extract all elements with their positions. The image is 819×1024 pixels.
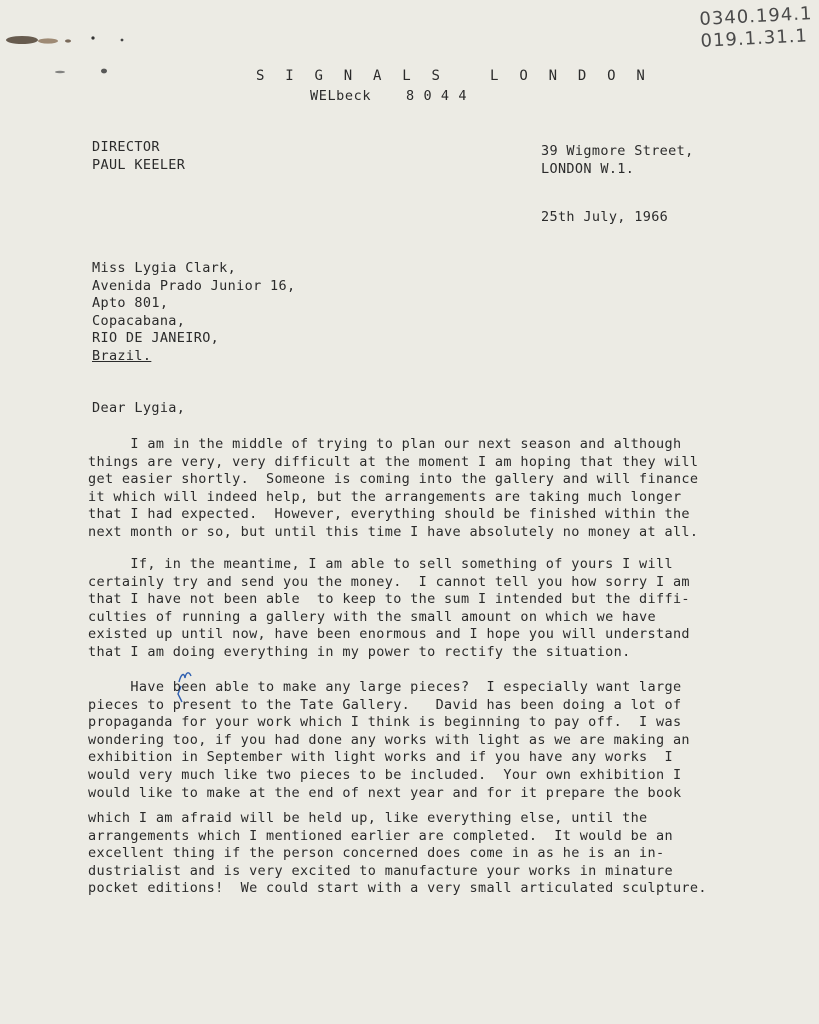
text-line: that I am doing everything in my power to rectify the situation. xyxy=(88,643,631,660)
recipient-country: Brazil. xyxy=(92,347,152,364)
salutation: Dear Lygia, xyxy=(92,400,186,416)
text-line: propaganda for your work which I think is beginning to pay off. I was xyxy=(88,714,682,731)
text-line: would very much like two pieces to be included. Your own exhibition I xyxy=(88,766,682,783)
text-line: existed up until now, have been enormous and I hope you will understand xyxy=(88,626,690,643)
text-line: next month or so, but until this time I have absolutely no money at all. xyxy=(88,523,699,540)
text-line: I am in the middle of trying to plan our next season and although xyxy=(88,436,682,452)
director-block xyxy=(92,139,185,174)
text-line: Have been able to make any large pieces? I especially want large xyxy=(88,679,682,695)
text-line: get easier shortly. Someone is coming into the gallery and will finance xyxy=(88,471,699,488)
text-line: dustrialist and is very excited to manufacture your works in minature xyxy=(88,862,673,879)
text-line: excellent thing if the person concerned does come in as he is an in- xyxy=(88,845,665,862)
body-paragraph-1 xyxy=(88,436,748,542)
text-line: wondering too, if you had done any works with light as we are making an xyxy=(88,731,690,748)
text-line: it which will indeed help, but the arrangements are taking much longer xyxy=(88,488,682,505)
archive-number xyxy=(699,3,814,53)
text-line: pocket editions! We could start with a very small articulated sculpture. xyxy=(88,880,707,897)
text-line: things are very, very difficult at the moment I am hoping that they will xyxy=(88,453,699,470)
recipient-line: Apto 801, xyxy=(92,295,169,311)
text-line: that I have not been able to keep to the sum I intended but the diffi- xyxy=(88,591,690,608)
recipient-address xyxy=(92,260,295,365)
archive-number-1: 0340.194.1 xyxy=(698,3,813,30)
recipient-line: RIO DE JANEIRO, xyxy=(92,330,220,346)
recipient-line: Copacabana, xyxy=(92,312,186,329)
body-paragraph-2 xyxy=(88,556,748,662)
body-paragraph-4 xyxy=(88,810,748,898)
recipient-line: Miss Lygia Clark, xyxy=(92,260,237,276)
address-street: 39 Wigmore Street, xyxy=(541,143,694,159)
archive-number-2: 019.1.31.1 xyxy=(700,25,809,52)
recipient-line: Avenida Prado Junior 16, xyxy=(92,277,296,294)
text-line: would like to make at the end of next year and for it prepare the book xyxy=(88,784,682,801)
letterhead-title: S I G N A L S L O N D O N xyxy=(256,68,651,84)
sender-address xyxy=(541,143,694,178)
body-paragraph-3 xyxy=(88,679,748,802)
text-line: certainly try and send you the money. I cannot tell you how sorry I am xyxy=(88,573,690,590)
text-line: pieces to present to the Tate Gallery. David has been doing a lot of xyxy=(88,696,682,713)
text-line: culties of running a gallery with the small amount on which we have xyxy=(88,608,657,625)
letterhead-telephone: WELbeck 8 0 4 4 xyxy=(310,88,468,104)
text-line: arrangements which I mentioned earlier are completed. It would be an xyxy=(88,827,673,844)
director-name: PAUL KEELER xyxy=(92,156,186,173)
director-title: DIRECTOR xyxy=(92,139,160,155)
letter-date: 25th July, 1966 xyxy=(541,209,669,225)
text-line: exhibition in September with light works and if you have any works I xyxy=(88,749,673,766)
text-line: If, in the meantime, I am able to sell something of yours I will xyxy=(88,556,673,572)
ink-smudge xyxy=(0,26,130,86)
address-city: LONDON W.1. xyxy=(541,160,635,177)
text-line: that I had expected. However, everything should be finished within the xyxy=(88,506,690,523)
text-line: which I am afraid will be held up, like everything else, until the xyxy=(88,810,648,826)
